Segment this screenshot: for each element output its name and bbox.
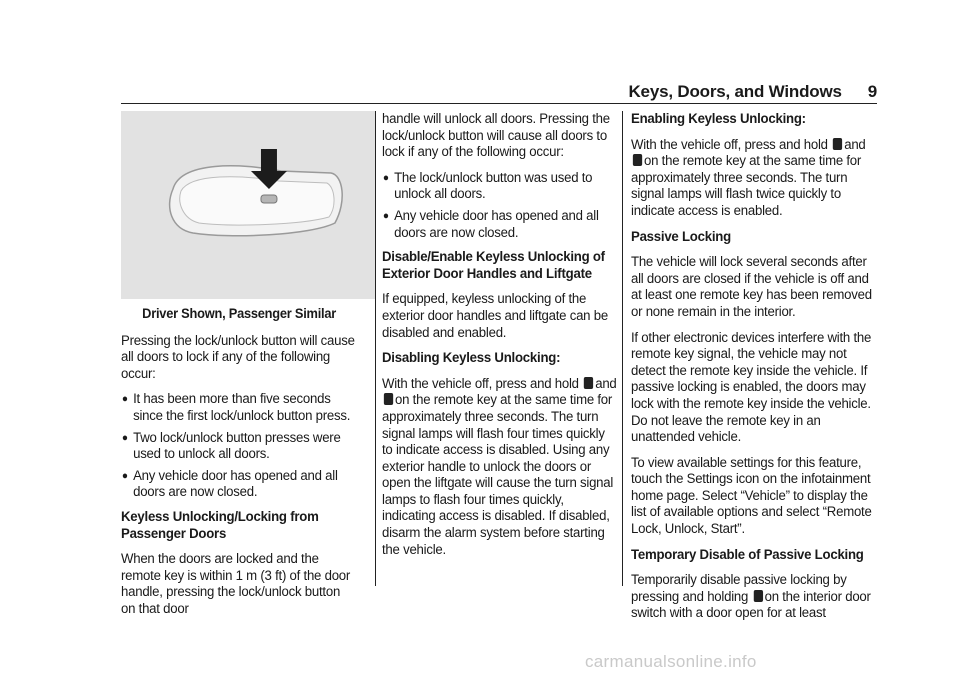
section-title: Keys, Doors, and Windows <box>628 82 842 101</box>
door-handle-illustration <box>121 111 375 299</box>
page-number: 9 <box>867 82 877 101</box>
running-header <box>628 82 877 102</box>
column-divider <box>622 111 623 586</box>
page-header <box>121 82 877 104</box>
bullet-list <box>382 170 618 241</box>
lock-key-icon <box>833 138 842 150</box>
list-item: ● Any vehicle door has opened and all doors are now closed. <box>382 207 599 241</box>
paragraph: The vehicle will lock several seconds after all doors are closed if the vehicle is off and at least one remote key has been removed or none remain in the interior. <box>631 254 872 320</box>
paragraph: If equipped, keyless unlocking of the exterior door handles and liftgate can be disabled and enabled. <box>382 291 608 341</box>
list-item: ● Two lock/unlock button presses were used to unlock all doors. <box>121 429 341 463</box>
door-handle-figure <box>121 111 375 299</box>
figure-caption: Driver Shown, Passenger Similar <box>142 306 337 321</box>
list-item: ● It has been more than five seconds since the first lock/unlock button press. <box>121 391 351 424</box>
paragraph: To view available settings for this feature, touch the Settings icon on the infotainment home page. Select “Vehicle” to display the list of available options and select “Remote Lock, Unlock, Start”. <box>631 454 872 538</box>
unlock-key-icon <box>753 590 762 602</box>
bullet-icon: ● <box>382 171 389 184</box>
bullet-icon: ● <box>121 431 128 444</box>
paragraph: Pressing the lock/unlock button will cause all doors to lock if any of the following occur: <box>121 332 355 382</box>
list-item: ● The lock/unlock button was used to unlock all doors. <box>382 169 593 203</box>
bullet-icon: ● <box>382 209 389 222</box>
unlock-key-icon <box>384 393 393 405</box>
subheading: Enabling Keyless Unlocking: <box>631 111 806 127</box>
list-item: ● Any vehicle door has opened and all doors are now closed. <box>121 467 338 501</box>
column-2 <box>382 111 618 567</box>
column-divider <box>375 111 376 586</box>
paragraph: When the doors are locked and the remote key is within 1 m (3 ft) of the door handle, pressing the lock/unlock button on that door <box>121 551 351 617</box>
column-3 <box>631 111 877 631</box>
subheading: Keyless Unlocking/Locking from Passenger Doors <box>121 508 319 542</box>
unlock-key-icon <box>633 154 642 166</box>
subheading: Disable/Enable Keyless Unlocking of Exterior Door Handles and Liftgate <box>382 249 605 282</box>
paragraph: With the vehicle off, press and hold and on the remote key at the same time for approximately three seconds. The turn signal lamps will flash four times quickly to indicate access is disabled. Using any exterior handle to unlock the doors or open the liftgate will cause the turn signal lamps to flash four times quickly, indicating access is disabled. If disabled, disarm the alarm system before starting the vehicle. <box>382 375 617 558</box>
bullet-icon: ● <box>121 393 128 406</box>
subheading: Passive Locking <box>631 228 731 245</box>
bullet-icon: ● <box>121 469 128 482</box>
paragraph: If other electronic devices interfere with the remote key signal, the vehicle may not detect the remote key inside the vehicle. If passive locking is enabled, the doors may lock with the remote key inside the vehicle. Do not leave the remote key in an unattended vehicle. <box>631 329 872 446</box>
bullet-list <box>121 391 357 501</box>
paragraph: Temporarily disable passive locking by pressing and holding on the interior door switch with a door open for at least <box>631 572 871 622</box>
subheading: Temporary Disable of Passive Locking <box>631 546 864 563</box>
lock-key-icon <box>584 377 593 389</box>
paragraph: With the vehicle off, press and hold and on the remote key at the same time for approximately three seconds. The turn signal lamps will flash twice quickly to indicate access is enabled. <box>631 136 866 219</box>
header-rule <box>121 103 877 104</box>
subheading: Disabling Keyless Unlocking: <box>382 350 561 367</box>
paragraph: handle will unlock all doors. Pressing the lock/unlock button will cause all doors to lock if any of the following occur: <box>382 111 610 161</box>
column-1 <box>121 111 357 627</box>
watermark: carmanualsonline.info <box>585 652 757 671</box>
